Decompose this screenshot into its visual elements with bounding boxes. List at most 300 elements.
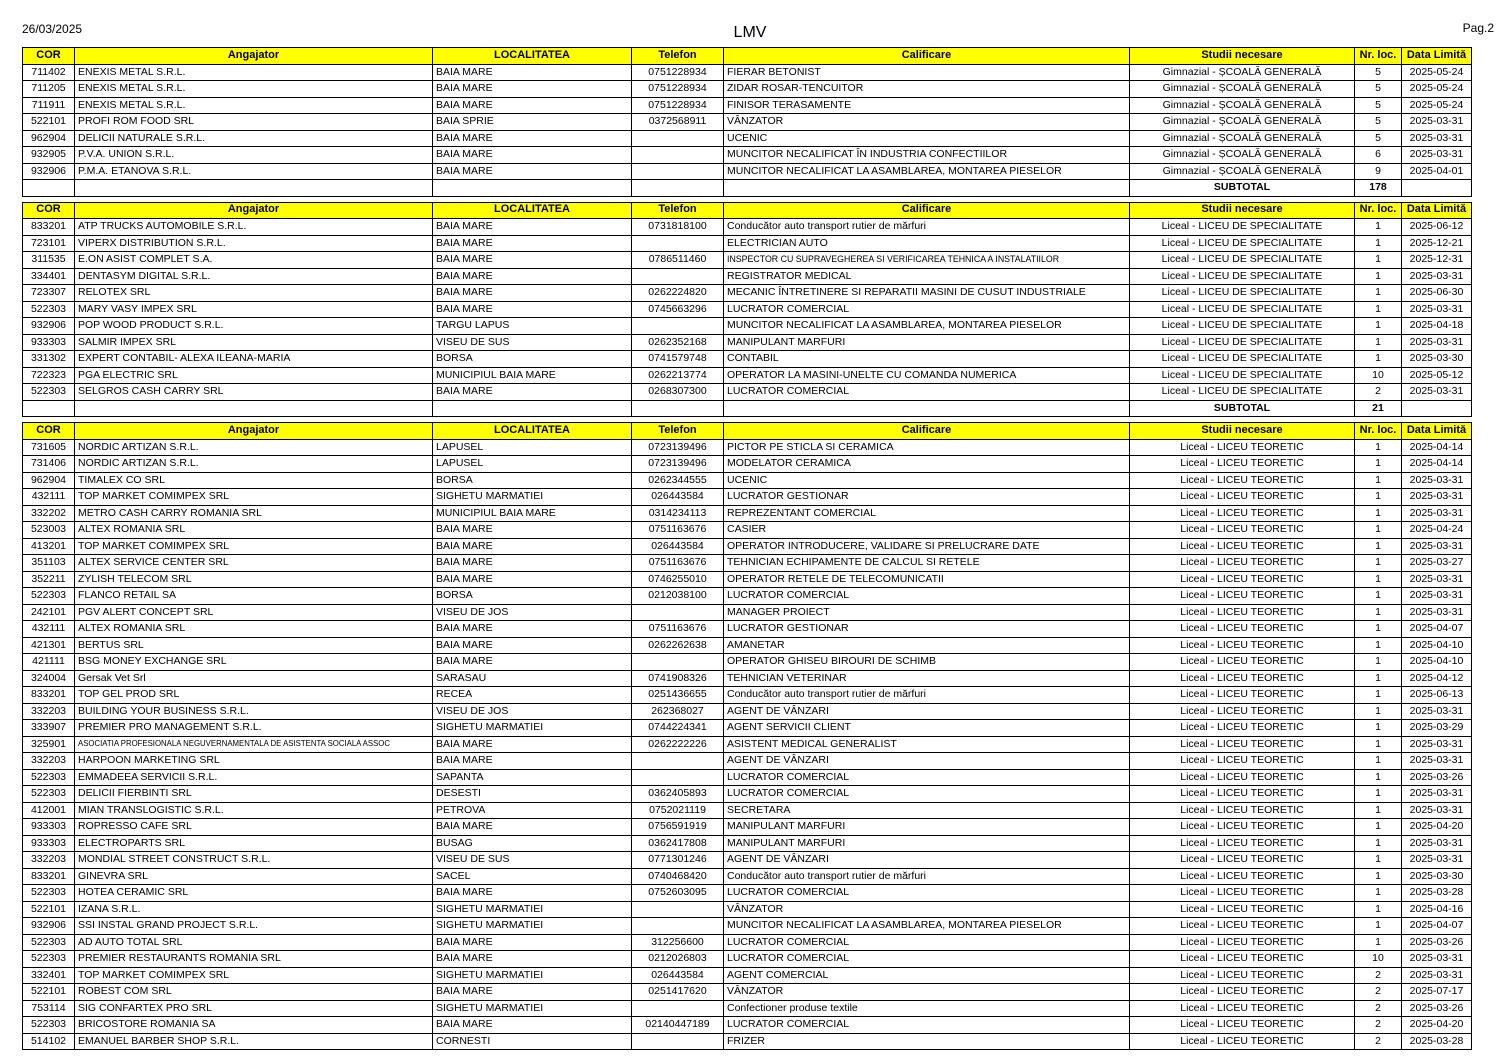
- localitatea-cell: MUNICIPIUL BAIA MARE: [433, 505, 632, 522]
- cor-cell: 432111: [23, 621, 75, 638]
- telefon-cell: [632, 163, 724, 180]
- localitatea-cell: BAIA MARE: [433, 753, 632, 770]
- data-limita-cell: 2025-03-31: [1402, 604, 1472, 621]
- nr-loc-cell: 1: [1355, 934, 1402, 951]
- calificare-cell: AGENT DE VÂNZARI: [724, 852, 1130, 869]
- angajator-cell: VIPERX DISTRIBUTION S.R.L.: [75, 235, 433, 252]
- studii-necesare-cell: Liceal - LICEU TEORETIC: [1130, 555, 1355, 572]
- empty-cell: [632, 400, 724, 417]
- calificare-cell: LUCRATOR GESTIONAR: [724, 489, 1130, 506]
- header-row: [23, 423, 1472, 440]
- nr-loc-cell: 1: [1355, 489, 1402, 506]
- studii-necesare-cell: Gimnazial - ȘCOALĂ GENERALĂ: [1130, 130, 1355, 147]
- studii-necesare-cell: Liceal - LICEU TEORETIC: [1130, 1000, 1355, 1017]
- angajator-cell: RELOTEX SRL: [75, 285, 433, 302]
- angajator-header: Angajator: [75, 202, 433, 219]
- table-row: [23, 439, 1472, 456]
- studii-necesare-cell: Liceal - LICEU TEORETIC: [1130, 934, 1355, 951]
- telefon-cell: 0741908326: [632, 670, 724, 687]
- calificare-cell: MANIPULANT MARFURI: [724, 835, 1130, 852]
- table-row: [23, 334, 1472, 351]
- calificare-cell: UCENIC: [724, 130, 1130, 147]
- calificare-cell: MANIPULANT MARFURI: [724, 334, 1130, 351]
- studii-necesare-cell: Liceal - LICEU DE SPECIALITATE: [1130, 351, 1355, 368]
- studii-necesare-cell: Liceal - LICEU TEORETIC: [1130, 852, 1355, 869]
- data-limita-cell: 2025-03-28: [1402, 1033, 1472, 1050]
- cor-cell: 514102: [23, 1033, 75, 1050]
- data-limita-cell: 2025-12-31: [1402, 252, 1472, 269]
- nr-loc-cell: 1: [1355, 802, 1402, 819]
- data-limita-cell: 2025-03-31: [1402, 147, 1472, 164]
- table-row: [23, 147, 1472, 164]
- data-limita-cell: 2025-04-12: [1402, 670, 1472, 687]
- table-row: [23, 637, 1472, 654]
- calificare-cell: LUCRATOR COMERCIAL: [724, 786, 1130, 803]
- studii-necesare-cell: Liceal - LICEU TEORETIC: [1130, 588, 1355, 605]
- data-limita-cell: 2025-03-30: [1402, 351, 1472, 368]
- nr-loc-cell: 1: [1355, 852, 1402, 869]
- angajator-cell: TOP MARKET COMIMPEX SRL: [75, 489, 433, 506]
- empty-cell: [1402, 400, 1472, 417]
- localitatea-cell: BAIA MARE: [433, 637, 632, 654]
- angajator-cell: ASOCIATIA PROFESIONALA NEGUVERNAMENTALA DE ASISTENTA SOCIALA ASSOC: [75, 736, 433, 753]
- calificare-cell: CONTABIL: [724, 351, 1130, 368]
- studii-necesare-cell: Liceal - LICEU TEORETIC: [1130, 1033, 1355, 1050]
- nr-loc-cell: 2: [1355, 1000, 1402, 1017]
- angajator-cell: ROPRESSO CAFE SRL: [75, 819, 433, 836]
- localitatea-cell: BORSA: [433, 351, 632, 368]
- table-row: [23, 1017, 1472, 1034]
- data-limita-cell: 2025-03-27: [1402, 555, 1472, 572]
- data-limita-cell: 2025-03-26: [1402, 934, 1472, 951]
- vacancy-tables: [22, 47, 1472, 1055]
- calificare-cell: MECANIC ÎNTRETINERE SI REPARATII MASINI DE CUSUT INDUSTRIALE: [724, 285, 1130, 302]
- nr-loc-cell: 1: [1355, 835, 1402, 852]
- studii-necesare-cell: Liceal - LICEU TEORETIC: [1130, 835, 1355, 852]
- data-limita-cell: 2025-03-31: [1402, 114, 1472, 131]
- cor-cell: 833201: [23, 868, 75, 885]
- table-row: [23, 163, 1472, 180]
- data-limita-cell: 2025-03-31: [1402, 472, 1472, 489]
- data-limita-cell: 2025-05-12: [1402, 367, 1472, 384]
- calificare-cell: OPERATOR GHISEU BIROURI DE SCHIMB: [724, 654, 1130, 671]
- calificare-cell: AGENT SERVICII CLIENT: [724, 720, 1130, 737]
- angajator-cell: SELGROS CASH CARRY SRL: [75, 384, 433, 401]
- data-limita-cell: 2025-03-31: [1402, 786, 1472, 803]
- subtotal-label: SUBTOTAL: [1130, 180, 1355, 197]
- table-row: [23, 81, 1472, 98]
- studii-necesare-cell: Liceal - LICEU TEORETIC: [1130, 439, 1355, 456]
- angajator-cell: ENEXIS METAL S.R.L.: [75, 64, 433, 81]
- data-limita-cell: 2025-04-07: [1402, 918, 1472, 935]
- calificare-cell: TEHNICIAN VETERINAR: [724, 670, 1130, 687]
- nr-loc-header: Nr. loc.: [1355, 202, 1402, 219]
- nr-loc-cell: 1: [1355, 670, 1402, 687]
- studii-necesare-cell: Liceal - LICEU TEORETIC: [1130, 489, 1355, 506]
- cor-cell: 522101: [23, 984, 75, 1001]
- angajator-cell: SSI INSTAL GRAND PROJECT S.R.L.: [75, 918, 433, 935]
- studii-necesare-cell: Liceal - LICEU TEORETIC: [1130, 769, 1355, 786]
- telefon-cell: 262368027: [632, 703, 724, 720]
- table-row: [23, 285, 1472, 302]
- studii-necesare-cell: Gimnazial - ȘCOALĂ GENERALĂ: [1130, 147, 1355, 164]
- subtotal-value: 178: [1355, 180, 1402, 197]
- localitatea-cell: SARASAU: [433, 670, 632, 687]
- angajator-cell: ALTEX ROMANIA SRL: [75, 522, 433, 539]
- telefon-cell: [632, 268, 724, 285]
- data-limita-cell: 2025-03-31: [1402, 571, 1472, 588]
- page-header: [0, 0, 1500, 46]
- empty-cell: [632, 180, 724, 197]
- telefon-cell: 0751228934: [632, 97, 724, 114]
- table-row: [23, 687, 1472, 704]
- angajator-cell: EMMADEEA SERVICII S.R.L.: [75, 769, 433, 786]
- localitatea-cell: BAIA MARE: [433, 235, 632, 252]
- cor-cell: 421111: [23, 654, 75, 671]
- cor-cell: 723307: [23, 285, 75, 302]
- cor-header: COR: [23, 48, 75, 65]
- nr-loc-cell: 1: [1355, 456, 1402, 473]
- table-row: [23, 472, 1472, 489]
- localitatea-cell: BAIA MARE: [433, 285, 632, 302]
- table-row: [23, 522, 1472, 539]
- studii-necesare-cell: Liceal - LICEU TEORETIC: [1130, 1017, 1355, 1034]
- telefon-cell: 0212026803: [632, 951, 724, 968]
- studii-necesare-cell: Liceal - LICEU DE SPECIALITATE: [1130, 219, 1355, 236]
- telefon-cell: 0262213774: [632, 367, 724, 384]
- nr-loc-cell: 5: [1355, 114, 1402, 131]
- nr-loc-cell: 1: [1355, 555, 1402, 572]
- telefon-cell: [632, 753, 724, 770]
- angajator-cell: AD AUTO TOTAL SRL: [75, 934, 433, 951]
- nr-loc-cell: 1: [1355, 219, 1402, 236]
- nr-loc-cell: 10: [1355, 367, 1402, 384]
- table-row: [23, 588, 1472, 605]
- cor-cell: 332203: [23, 703, 75, 720]
- table-row: [23, 456, 1472, 473]
- data-limita-cell: 2025-04-16: [1402, 901, 1472, 918]
- data-limita-cell: 2025-03-31: [1402, 753, 1472, 770]
- angajator-cell: TOP GEL PROD SRL: [75, 687, 433, 704]
- localitatea-cell: SIGHETU MARMATIEI: [433, 489, 632, 506]
- cor-cell: 522303: [23, 934, 75, 951]
- telefon-cell: 0251417620: [632, 984, 724, 1001]
- cor-cell: 412001: [23, 802, 75, 819]
- data-limita-cell: 2025-04-14: [1402, 439, 1472, 456]
- calificare-cell: LUCRATOR COMERCIAL: [724, 934, 1130, 951]
- nr-loc-cell: 2: [1355, 967, 1402, 984]
- angajator-cell: GINEVRA SRL: [75, 868, 433, 885]
- angajator-cell: ENEXIS METAL S.R.L.: [75, 97, 433, 114]
- data-limita-cell: 2025-03-31: [1402, 130, 1472, 147]
- cor-cell: 522303: [23, 588, 75, 605]
- calificare-cell: VÂNZATOR: [724, 114, 1130, 131]
- vacancy-table-section-2: [22, 202, 1472, 418]
- localitatea-cell: BAIA MARE: [433, 97, 632, 114]
- angajator-cell: Gersak Vet Srl: [75, 670, 433, 687]
- header-row: [23, 48, 1472, 65]
- cor-cell: 731406: [23, 456, 75, 473]
- data-limita-cell: 2025-03-30: [1402, 868, 1472, 885]
- empty-cell: [75, 400, 433, 417]
- data-limita-cell: 2025-03-28: [1402, 885, 1472, 902]
- table-row: [23, 918, 1472, 935]
- studii-necesare-cell: Liceal - LICEU TEORETIC: [1130, 654, 1355, 671]
- cor-cell: 753114: [23, 1000, 75, 1017]
- data-limita-cell: 2025-03-31: [1402, 489, 1472, 506]
- angajator-cell: P.M.A. ETANOVA S.R.L.: [75, 163, 433, 180]
- studii-necesare-cell: Liceal - LICEU TEORETIC: [1130, 901, 1355, 918]
- nr-loc-cell: 1: [1355, 522, 1402, 539]
- localitatea-header: LOCALITATEA: [433, 48, 632, 65]
- cor-cell: 522303: [23, 1017, 75, 1034]
- data-limita-cell: 2025-03-31: [1402, 588, 1472, 605]
- telefon-header: Telefon: [632, 202, 724, 219]
- telefon-cell: 0268307300: [632, 384, 724, 401]
- angajator-cell: BRICOSTORE ROMANIA SA: [75, 1017, 433, 1034]
- calificare-cell: LUCRATOR COMERCIAL: [724, 588, 1130, 605]
- angajator-cell: HARPOON MARKETING SRL: [75, 753, 433, 770]
- cor-cell: 522303: [23, 885, 75, 902]
- nr-loc-cell: 1: [1355, 786, 1402, 803]
- data-limita-cell: 2025-03-26: [1402, 769, 1472, 786]
- telefon-cell: 0262344555: [632, 472, 724, 489]
- data-limita-cell: 2025-12-21: [1402, 235, 1472, 252]
- nr-loc-cell: 1: [1355, 918, 1402, 935]
- data-limita-cell: 2025-06-30: [1402, 285, 1472, 302]
- cor-cell: 432111: [23, 489, 75, 506]
- telefon-cell: [632, 318, 724, 335]
- table-row: [23, 1000, 1472, 1017]
- data-limita-cell: 2025-04-14: [1402, 456, 1472, 473]
- angajator-cell: NORDIC ARTIZAN S.R.L.: [75, 439, 433, 456]
- calificare-cell: LUCRATOR COMERCIAL: [724, 885, 1130, 902]
- telefon-cell: 0744224341: [632, 720, 724, 737]
- nr-loc-cell: 5: [1355, 97, 1402, 114]
- cor-cell: 932905: [23, 147, 75, 164]
- data-limita-header: Data Limită: [1402, 202, 1472, 219]
- nr-loc-cell: 5: [1355, 64, 1402, 81]
- cor-header: COR: [23, 423, 75, 440]
- empty-cell: [433, 400, 632, 417]
- nr-loc-header: Nr. loc.: [1355, 423, 1402, 440]
- page-number: Pag.2: [1462, 21, 1494, 35]
- table-row: [23, 654, 1472, 671]
- calificare-cell: ASISTENT MEDICAL GENERALIST: [724, 736, 1130, 753]
- nr-loc-cell: 5: [1355, 81, 1402, 98]
- localitatea-cell: BAIA MARE: [433, 1017, 632, 1034]
- cor-cell: 522303: [23, 301, 75, 318]
- telefon-cell: 02140447189: [632, 1017, 724, 1034]
- telefon-cell: 0723139496: [632, 439, 724, 456]
- cor-cell: 933303: [23, 835, 75, 852]
- nr-loc-cell: 1: [1355, 268, 1402, 285]
- telefon-cell: 0372568911: [632, 114, 724, 131]
- cor-cell: 311535: [23, 252, 75, 269]
- studii-necesare-header: Studii necesare: [1130, 48, 1355, 65]
- angajator-cell: ATP TRUCKS AUTOMOBILE S.R.L.: [75, 219, 433, 236]
- cor-cell: 723101: [23, 235, 75, 252]
- data-limita-cell: 2025-03-31: [1402, 852, 1472, 869]
- telefon-cell: 026443584: [632, 538, 724, 555]
- data-limita-header: Data Limită: [1402, 423, 1472, 440]
- localitatea-cell: BORSA: [433, 588, 632, 605]
- data-limita-cell: 2025-03-31: [1402, 703, 1472, 720]
- nr-loc-cell: 1: [1355, 439, 1402, 456]
- angajator-cell: MIAN TRANSLOGISTIC S.R.L.: [75, 802, 433, 819]
- calificare-cell: LUCRATOR GESTIONAR: [724, 621, 1130, 638]
- calificare-cell: AGENT COMERCIAL: [724, 967, 1130, 984]
- table-row: [23, 219, 1472, 236]
- localitatea-cell: BAIA MARE: [433, 64, 632, 81]
- studii-necesare-cell: Liceal - LICEU TEORETIC: [1130, 670, 1355, 687]
- calificare-cell: MUNCITOR NECALIFICAT LA ASAMBLAREA, MONTAREA PIESELOR: [724, 163, 1130, 180]
- calificare-header: Calificare: [724, 48, 1130, 65]
- studii-necesare-cell: Liceal - LICEU TEORETIC: [1130, 967, 1355, 984]
- localitatea-cell: VISEU DE JOS: [433, 703, 632, 720]
- data-limita-cell: 2025-03-31: [1402, 967, 1472, 984]
- studii-necesare-cell: Liceal - LICEU TEORETIC: [1130, 753, 1355, 770]
- calificare-cell: VÂNZATOR: [724, 901, 1130, 918]
- telefon-cell: [632, 1033, 724, 1050]
- localitatea-cell: VISEU DE SUS: [433, 852, 632, 869]
- cor-cell: 932906: [23, 318, 75, 335]
- localitatea-header: LOCALITATEA: [433, 423, 632, 440]
- nr-loc-cell: 1: [1355, 819, 1402, 836]
- nr-loc-cell: 2: [1355, 984, 1402, 1001]
- table-row: [23, 505, 1472, 522]
- nr-loc-cell: 1: [1355, 868, 1402, 885]
- calificare-cell: UCENIC: [724, 472, 1130, 489]
- calificare-cell: Confectioner produse textile: [724, 1000, 1130, 1017]
- localitatea-cell: BUSAG: [433, 835, 632, 852]
- cor-cell: 722323: [23, 367, 75, 384]
- localitatea-cell: LAPUSEL: [433, 439, 632, 456]
- localitatea-cell: BAIA MARE: [433, 571, 632, 588]
- data-limita-cell: 2025-04-18: [1402, 318, 1472, 335]
- telefon-cell: [632, 130, 724, 147]
- data-limita-cell: 2025-03-31: [1402, 538, 1472, 555]
- calificare-cell: OPERATOR LA MASINI-UNELTE CU COMANDA NUMERICA: [724, 367, 1130, 384]
- telefon-cell: 312256600: [632, 934, 724, 951]
- localitatea-cell: BAIA MARE: [433, 522, 632, 539]
- nr-loc-cell: 1: [1355, 334, 1402, 351]
- cor-cell: 522303: [23, 951, 75, 968]
- table-row: [23, 130, 1472, 147]
- nr-loc-cell: 1: [1355, 769, 1402, 786]
- data-limita-cell: 2025-04-10: [1402, 654, 1472, 671]
- angajator-cell: SIG CONFARTEX PRO SRL: [75, 1000, 433, 1017]
- localitatea-header: LOCALITATEA: [433, 202, 632, 219]
- empty-cell: [1402, 180, 1472, 197]
- calificare-cell: MUNCITOR NECALIFICAT ÎN INDUSTRIA CONFECTIILOR: [724, 147, 1130, 164]
- localitatea-cell: TARGU LAPUS: [433, 318, 632, 335]
- table-row: [23, 736, 1472, 753]
- header-row: [23, 202, 1472, 219]
- telefon-cell: 0752603095: [632, 885, 724, 902]
- calificare-cell: LUCRATOR COMERCIAL: [724, 384, 1130, 401]
- table-row: [23, 703, 1472, 720]
- nr-loc-cell: 1: [1355, 472, 1402, 489]
- studii-necesare-cell: Liceal - LICEU TEORETIC: [1130, 571, 1355, 588]
- nr-loc-cell: 1: [1355, 637, 1402, 654]
- nr-loc-cell: 1: [1355, 252, 1402, 269]
- subtotal-value: 21: [1355, 400, 1402, 417]
- studii-necesare-cell: Liceal - LICEU DE SPECIALITATE: [1130, 252, 1355, 269]
- nr-loc-cell: 1: [1355, 753, 1402, 770]
- studii-necesare-cell: Liceal - LICEU TEORETIC: [1130, 637, 1355, 654]
- angajator-cell: SALMIR IMPEX SRL: [75, 334, 433, 351]
- table-row: [23, 301, 1472, 318]
- calificare-cell: FINISOR TERASAMENTE: [724, 97, 1130, 114]
- angajator-cell: FLANCO RETAIL SA: [75, 588, 433, 605]
- table-row: [23, 786, 1472, 803]
- telefon-cell: 0262352168: [632, 334, 724, 351]
- cor-cell: 242101: [23, 604, 75, 621]
- nr-loc-header: Nr. loc.: [1355, 48, 1402, 65]
- angajator-cell: ROBEST COM SRL: [75, 984, 433, 1001]
- cor-cell: 522303: [23, 769, 75, 786]
- table-row: [23, 819, 1472, 836]
- calificare-cell: LUCRATOR COMERCIAL: [724, 301, 1130, 318]
- empty-cell: [724, 180, 1130, 197]
- studii-necesare-cell: Liceal - LICEU TEORETIC: [1130, 984, 1355, 1001]
- localitatea-cell: BAIA MARE: [433, 934, 632, 951]
- cor-cell: 421301: [23, 637, 75, 654]
- empty-cell: [433, 180, 632, 197]
- telefon-cell: 0786511460: [632, 252, 724, 269]
- telefon-cell: 0212038100: [632, 588, 724, 605]
- studii-necesare-cell: Gimnazial - ȘCOALĂ GENERALĂ: [1130, 64, 1355, 81]
- data-limita-cell: 2025-03-31: [1402, 301, 1472, 318]
- vacancy-table-section-1: [22, 47, 1472, 197]
- localitatea-cell: BAIA MARE: [433, 885, 632, 902]
- studii-necesare-cell: Liceal - LICEU TEORETIC: [1130, 918, 1355, 935]
- studii-necesare-cell: Liceal - LICEU TEORETIC: [1130, 456, 1355, 473]
- telefon-cell: 0751228934: [632, 64, 724, 81]
- calificare-cell: VÂNZATOR: [724, 984, 1130, 1001]
- nr-loc-cell: 5: [1355, 130, 1402, 147]
- table-row: [23, 670, 1472, 687]
- data-limita-cell: 2025-03-29: [1402, 720, 1472, 737]
- angajator-cell: MARY VASY IMPEX SRL: [75, 301, 433, 318]
- calificare-cell: INSPECTOR CU SUPRAVEGHEREA SI VERIFICAREA TEHNICA A INSTALATIILOR: [724, 252, 1130, 269]
- angajator-cell: PREMIER RESTAURANTS ROMANIA SRL: [75, 951, 433, 968]
- localitatea-cell: BAIA MARE: [433, 252, 632, 269]
- angajator-cell: ALTEX SERVICE CENTER SRL: [75, 555, 433, 572]
- localitatea-cell: SIGHETU MARMATIEI: [433, 901, 632, 918]
- cor-cell: 522303: [23, 786, 75, 803]
- localitatea-cell: BAIA SPRIE: [433, 114, 632, 131]
- localitatea-cell: BAIA MARE: [433, 819, 632, 836]
- localitatea-cell: PETROVA: [433, 802, 632, 819]
- data-limita-cell: 2025-06-13: [1402, 687, 1472, 704]
- subtotal-label: SUBTOTAL: [1130, 400, 1355, 417]
- localitatea-cell: RECEA: [433, 687, 632, 704]
- nr-loc-cell: 2: [1355, 1017, 1402, 1034]
- data-limita-cell: 2025-07-17: [1402, 984, 1472, 1001]
- angajator-cell: BSG MONEY EXCHANGE SRL: [75, 654, 433, 671]
- telefon-cell: 0751228934: [632, 81, 724, 98]
- empty-cell: [75, 180, 433, 197]
- calificare-cell: ELECTRICIAN AUTO: [724, 235, 1130, 252]
- data-limita-cell: 2025-03-31: [1402, 951, 1472, 968]
- localitatea-cell: BAIA MARE: [433, 384, 632, 401]
- localitatea-cell: BORSA: [433, 472, 632, 489]
- calificare-cell: AGENT DE VÂNZARI: [724, 703, 1130, 720]
- studii-necesare-cell: Liceal - LICEU TEORETIC: [1130, 621, 1355, 638]
- page-title: LMV: [733, 24, 767, 41]
